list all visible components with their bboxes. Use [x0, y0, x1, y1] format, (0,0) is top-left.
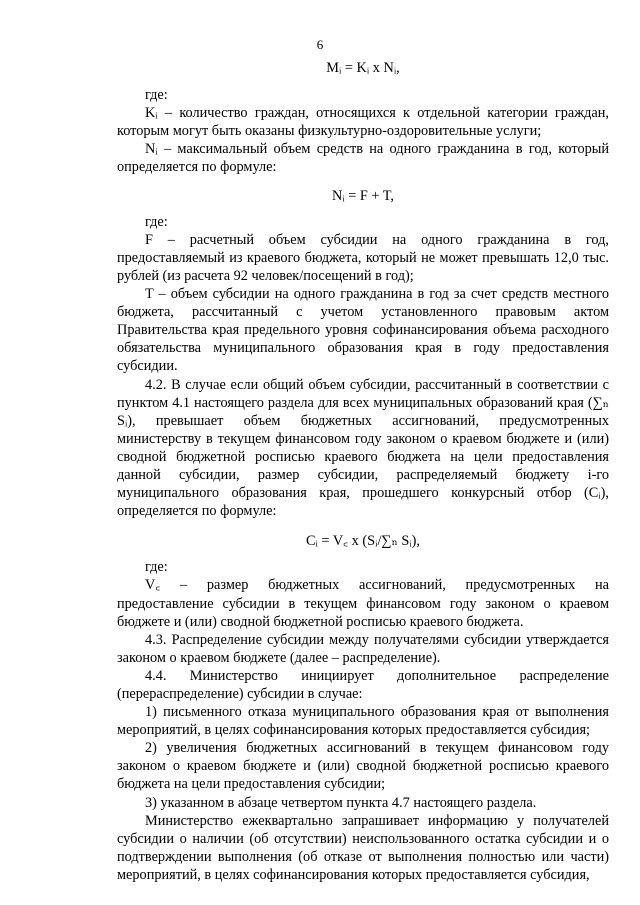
formula-m: Mᵢ = Kᵢ x Nᵢ,: [326, 60, 400, 76]
formula-n: Nᵢ = F + T,: [331, 187, 395, 204]
paragraph-4-2: 4.2. В случае если общий объем субсидии, рассчитанный в соответствии с пунктом 4.1 настоящего раздела для всех муниципальных образований края (∑ₙ Sᵢ), превышает объем бюджетных ассигнований, предусмотренных министерству в текущем финансовом году законом о краевом бюджете и (или) сводной бюджетной росписью краевого бюджета на цели предоставления данной субсидии, размер субсидии, распределяемый бюджету i-го муниципального образования края, прошедшего конкурсный отбор (Cᵢ), определяется по формуле:: [117, 376, 609, 520]
where-label: где:: [145, 213, 168, 230]
paragraph-4-4: 4.4. Министерство инициирует дополнительное распределение (перераспределение) субсидии в случае:: [117, 667, 609, 702]
page-number: 6: [316, 37, 324, 52]
document-body: [117, 59, 609, 884]
definition-k: Kᵢ – количество граждан, относящихся к отдельной категории граждан, которым могут быть оказаны физкультурно-оздоровительные услуги;: [117, 105, 609, 140]
list-item-3: 3) указанном в абзаце четвертом пункта 4.7 настоящего раздела.: [145, 794, 537, 811]
paragraph-final: Министерство ежеквартально запрашивает информацию у получателей субсидии о наличии (об отсутствии) неиспользованного остатка субсидии и о подтверждении выполнения (об отказе от выполнения полностью или части) мероприятий, в целях софинансирования которых предоставляется субсидия,: [117, 812, 609, 883]
list-item-1: 1) письменного отказа муниципального образования края от выполнения мероприятий, в целях софинансирования которых предоставляется субсидия;: [117, 704, 609, 739]
paragraph-4-3: 4.3. Распределение субсидии между получателями субсидии утверждается законом о краевом бюджете (далее – распределение).: [117, 631, 609, 666]
list-item-2: 2) увеличения бюджетных ассигнований в текущем финансовом году законом о краевом бюджете и (или) сводной бюджетной росписью краевого бюджета на цели предоставления субсидии;: [117, 740, 609, 793]
definition-f: F – расчетный объем субсидии на одного гражданина в год, предоставляемый из краевого бюджета, который не может превышать 12,0 тыс. рублей (из расчета 92 человек/посещений в год);: [117, 231, 609, 284]
definition-t: T – объем субсидии на одного гражданина в год за счет средств местного бюджета, рассчитанный с учетом установленного правовым актом Правительства края предельного уровня софинансирования объема расходного обязательства муниципального образования края в году предоставления субсидии.: [117, 286, 609, 375]
where-label: где:: [145, 559, 168, 576]
formula-c: Cᵢ = V꜀ x (Sᵢ/∑ₙ Sᵢ),: [306, 533, 420, 550]
definition-v: V꜀ – размер бюджетных ассигнований, предусмотренных на предоставление субсидии в текущем финансовом году законом о краевом бюджете и (или) сводной бюджетной росписью краевого бюджета.: [117, 577, 609, 630]
where-label: где:: [145, 87, 168, 104]
definition-n: Nᵢ – максимальный объем средств на одного гражданина в год, который определяется по формуле:: [117, 141, 609, 176]
